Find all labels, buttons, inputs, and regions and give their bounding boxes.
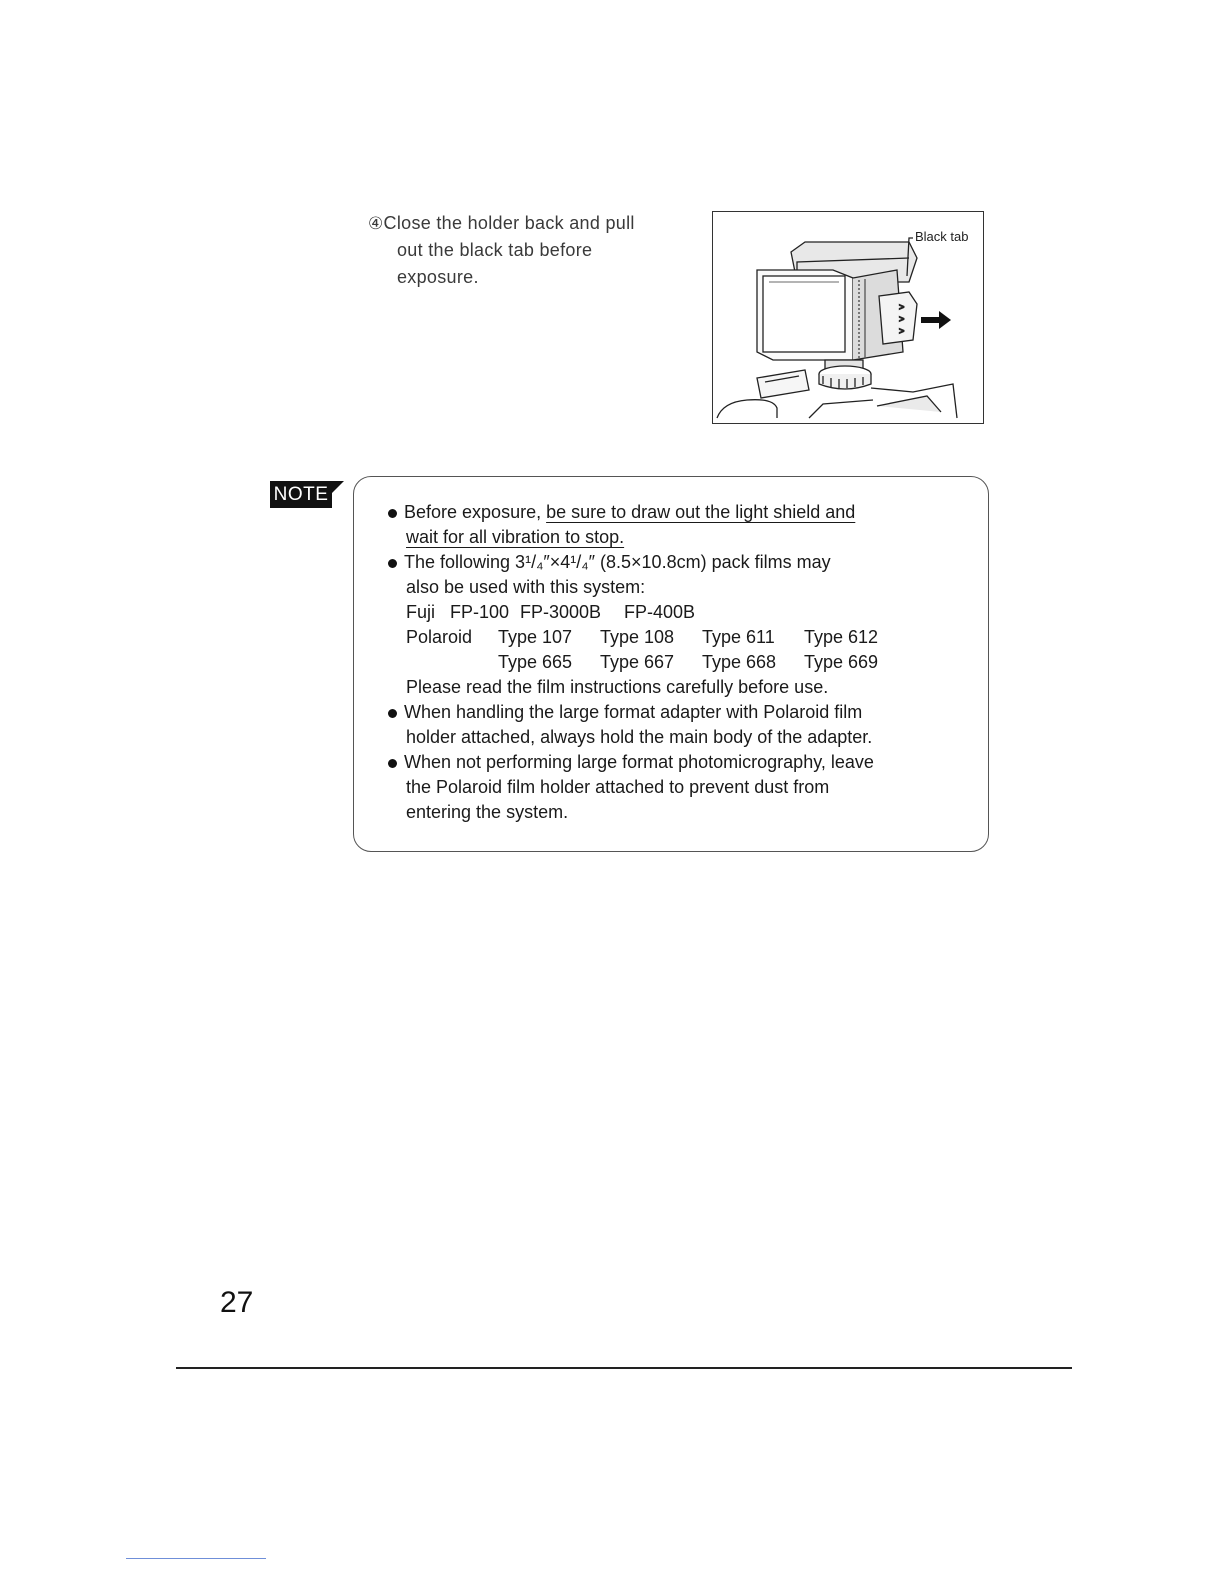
note-bullet-1: Before exposure, be sure to draw out the light shield and (404, 502, 856, 522)
note-bullet-3: When handling the large format adapter with Polaroid film (404, 702, 863, 722)
step-line-3: exposure. (397, 267, 479, 287)
bottom-rule (126, 1558, 266, 1559)
step-line-1: ④Close the holder back and pull (368, 213, 635, 233)
svg-text:>: > (899, 326, 905, 336)
step-line-2: out the black tab before (397, 240, 593, 260)
footer-rule (176, 1367, 1072, 1369)
note-bullet-4: When not performing large format photomicrography, leave (404, 752, 874, 772)
note-bullet-1-cont: wait for all vibration to stop. (406, 527, 625, 547)
svg-text:>: > (899, 314, 905, 324)
note-bullet-2: The following 3¹/₄″×4¹/₄″ (8.5×10.8cm) pack films may (404, 552, 831, 572)
svg-text:>: > (899, 302, 905, 312)
emphasis-underline: be sure to draw out the light shield and (546, 502, 856, 522)
step-instruction (368, 210, 688, 291)
step-number: ④ (368, 214, 384, 233)
arrow-right-icon (921, 311, 951, 329)
page-number: 27 (220, 1286, 254, 1319)
fuji-films: Fuji FP-100 FP-3000B FP-400B (406, 602, 696, 622)
polaroid-films-2: Type 665 Type 667 Type 668 Type 669 (498, 652, 879, 672)
black-tab-label: Black tab (915, 229, 969, 244)
note-tag-corner (330, 481, 344, 495)
note-body: Before exposure, be sure to draw out the light shield and wait for all vibration to stop. The following 3¹/₄″×4¹/₄″ (8.5×10.8cm) pack films may also be used with this system: Fuji FP-100 FP-3000B FP-400B Polaroid Type 107 Type 108 Type 611 Type 612 Type 665 Type 667 Type 668 Type 669 Please read the film instructions carefully before use. When handling the large format adapter with Polaroid film holder attached, always hold the main body of the adapter. When not performing large format photomicrography, leave the Polaroid film holder attached to prevent dust from entering the system. (386, 500, 976, 825)
note-tag: NOTE (270, 481, 332, 508)
polaroid-films-1: Polaroid Type 107 Type 108 Type 611 Type 612 (406, 627, 879, 647)
film-holder-illustration (712, 211, 984, 424)
